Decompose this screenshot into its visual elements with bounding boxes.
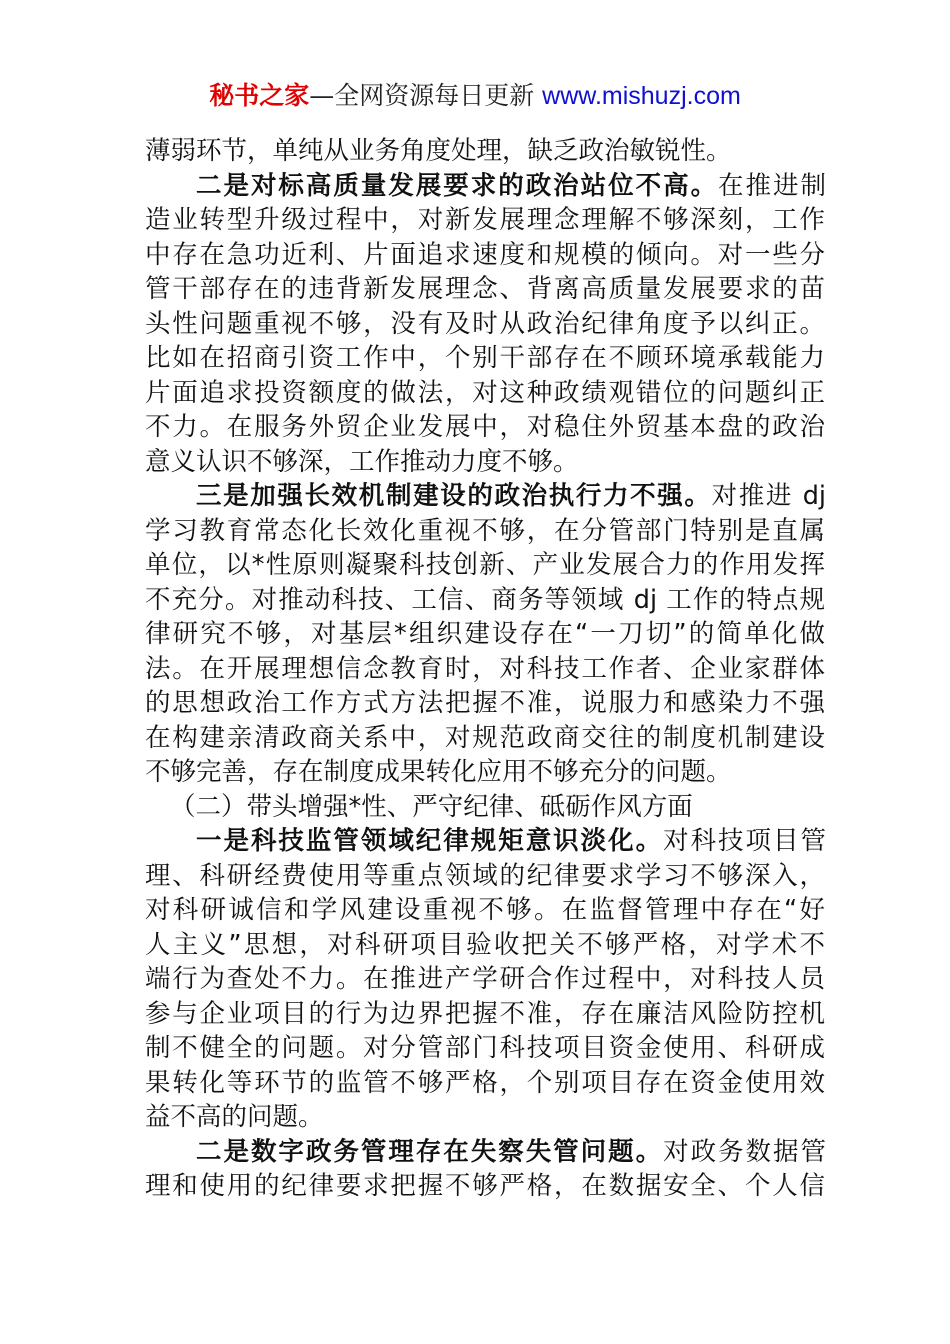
bold-lead: 一是科技监管领域纪律规矩意识淡化。	[196, 826, 664, 856]
text-line: 的思想政治工作方式方法把握不准，说服力和感染力不强	[145, 688, 825, 718]
header-tagline: —全网资源每日更新	[309, 81, 543, 110]
page-header	[0, 78, 950, 114]
text-line: 造业转型升级过程中，对新发展理念理解不够深刻，工作	[145, 205, 825, 235]
text-line: 在构建亲清政商关系中，对规范政商交往的制度机制建设	[145, 723, 825, 753]
text-line: 律研究不够，对基层*组织建设存在“一刀切”的简单化做	[145, 619, 825, 649]
text-line: 果转化等环节的监管不够严格，个别项目存在资金使用效	[145, 1068, 825, 1098]
text-line: 益不高的问题。	[145, 1102, 324, 1132]
text-line: 管干部存在的违背新发展理念、背离高质量发展要求的苗	[145, 274, 825, 304]
bold-lead: 三是加强长效机制建设的政治执行力不强。	[196, 481, 712, 511]
paragraph-heading-line: 一是科技监管领域纪律规矩意识淡化。对科技项目管	[196, 826, 826, 856]
text-line: 比如在招商引资工作中，个别干部存在不顾环境承载能力	[145, 343, 825, 373]
text-line: 学习教育常态化长效化重视不够，在分管部门特别是直属	[145, 516, 825, 546]
text-line: 人主义”思想，对科研项目验收把关不够严格，对学术不	[145, 930, 825, 960]
text-line: 理、科研经费使用等重点领域的纪律要求学习不够深入，	[145, 861, 825, 891]
text-line: 不充分。对推动科技、工信、商务等领域 dj 工作的特点规	[145, 585, 825, 615]
text-line: 参与企业项目的行为边界把握不准，存在廉洁风险防控机	[145, 999, 825, 1029]
text-line: 理和使用的纪律要求把握不够严格，在数据安全、个人信	[145, 1171, 825, 1201]
text-line: 头性问题重视不够，没有及时从政治纪律角度予以纠正。	[145, 309, 825, 339]
bold-lead: 二是对标高质量发展要求的政治站位不高。	[196, 171, 719, 201]
text-line: 意义认识不够深，工作推动力度不够。	[145, 447, 579, 477]
text-line: 对科研诚信和学风建设重视不够。在监督管理中存在“好	[145, 895, 825, 925]
paragraph-heading-line: 二是数字政务管理存在失察失管问题。对政务数据管	[196, 1137, 826, 1167]
bold-lead: 二是数字政务管理存在失察失管问题。	[196, 1137, 664, 1167]
text-line: 不力。在服务外贸企业发展中，对稳住外贸基本盘的政治	[145, 412, 825, 442]
text-line: 不够完善，存在制度成果转化应用不够充分的问题。	[145, 757, 732, 787]
text-line: 制不健全的问题。对分管部门科技项目资金使用、科研成	[145, 1033, 825, 1063]
text-line: 端行为查处不力。在推进产学研合作过程中，对科技人员	[145, 964, 825, 994]
text-line: 片面追求投资额度的做法，对这种政绩观错位的问题纠正	[145, 378, 825, 408]
section-heading: （二）带头增强*性、严守纪律、砥砺作风方面	[170, 792, 693, 822]
brand-name: 秘书之家	[209, 81, 310, 110]
text-line: 法。在开展理想信念教育时，对科技工作者、企业家群体	[145, 654, 825, 684]
text-line: 单位，以*性原则凝聚科技创新、产业发展合力的作用发挥	[145, 550, 825, 580]
site-link[interactable]: www.mishuzj.com	[542, 82, 741, 110]
text-line: 中存在急功近利、片面追求速度和规模的倾向。对一些分	[145, 240, 825, 270]
paragraph-heading-line: 三是加强长效机制建设的政治执行力不强。对推进 dj	[196, 481, 826, 511]
paragraph-heading-line: 二是对标高质量发展要求的政治站位不高。在推进制	[196, 171, 826, 201]
text-line: 薄弱环节，单纯从业务角度处理，缺乏政治敏锐性。	[145, 136, 732, 166]
